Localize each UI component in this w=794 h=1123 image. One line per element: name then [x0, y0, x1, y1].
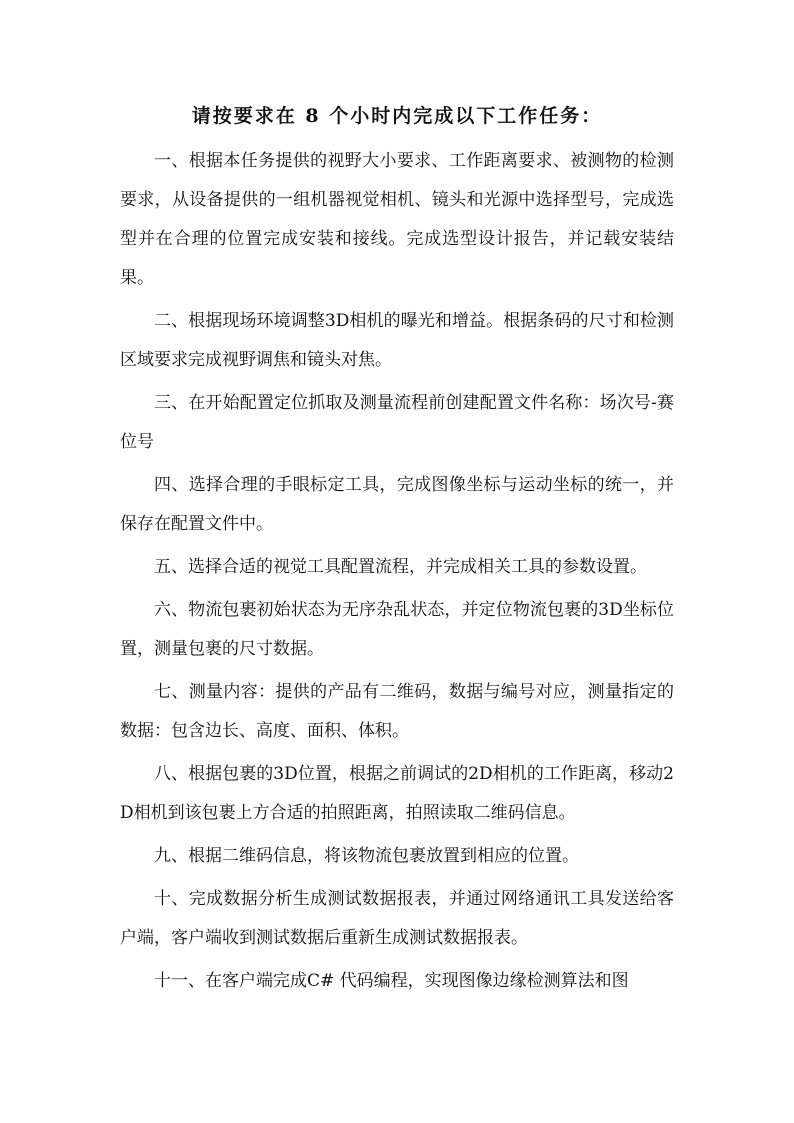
- task-paragraph-1: 一、根据本任务提供的视野大小要求、工作距离要求、被测物的检测要求，从设备提供的一组机器视觉相机、镜头和光源中选择型号，完成选型并在合理的位置完成安装和接线。完成选型设计报告，并记载安装结果。: [120, 151, 674, 288]
- task-paragraph-2: 二、根据现场环境调整3D相机的曝光和增益。根据条码的尺寸和检测区域要求完成视野调焦和镜头对焦。: [120, 311, 674, 370]
- task-paragraph-5: 五、选择合适的视觉工具配置流程，并完成相关工具的参数设置。: [154, 557, 647, 577]
- task-paragraph-8: 八、根据包裹的3D位置，根据之前调试的2D相机的工作距离，移动2D相机到该包裹上方合适的拍照距离，拍照读取二维码信息。: [120, 764, 674, 823]
- task-paragraph-11: 十一、在客户端完成C# 代码编程，实现图像边缘检测算法和图: [154, 971, 629, 991]
- document-body: [120, 142, 674, 1001]
- task-paragraph-9: 九、根据二维码信息，将该物流包裹放置到相应的位置。: [154, 846, 579, 866]
- task-paragraph-4: 四、选择合理的手眼标定工具，完成图像坐标与运动坐标的统一，并保存在配置文件中。: [120, 475, 674, 534]
- document-title: 请按要求在 8 个小时内完成以下工作任务：: [191, 105, 603, 127]
- task-paragraph-6: 六、物流包裹初始状态为无序杂乱状态，并定位物流包裹的3D坐标位置，测量包裹的尺寸数据。: [120, 600, 674, 659]
- task-paragraph-10: 十、完成数据分析生成测试数据报表，并通过网络通讯工具发送给客户端，客户端收到测试数据后重新生成测试数据报表。: [120, 889, 674, 948]
- task-paragraph-7: 七、测量内容：提供的产品有二维码，数据与编号对应，测量指定的数据：包含边长、高度、面积、体积。: [120, 682, 674, 741]
- task-paragraph-3: 三、在开始配置定位抓取及测量流程前创建配置文件名称：场次号-赛位号: [120, 393, 674, 452]
